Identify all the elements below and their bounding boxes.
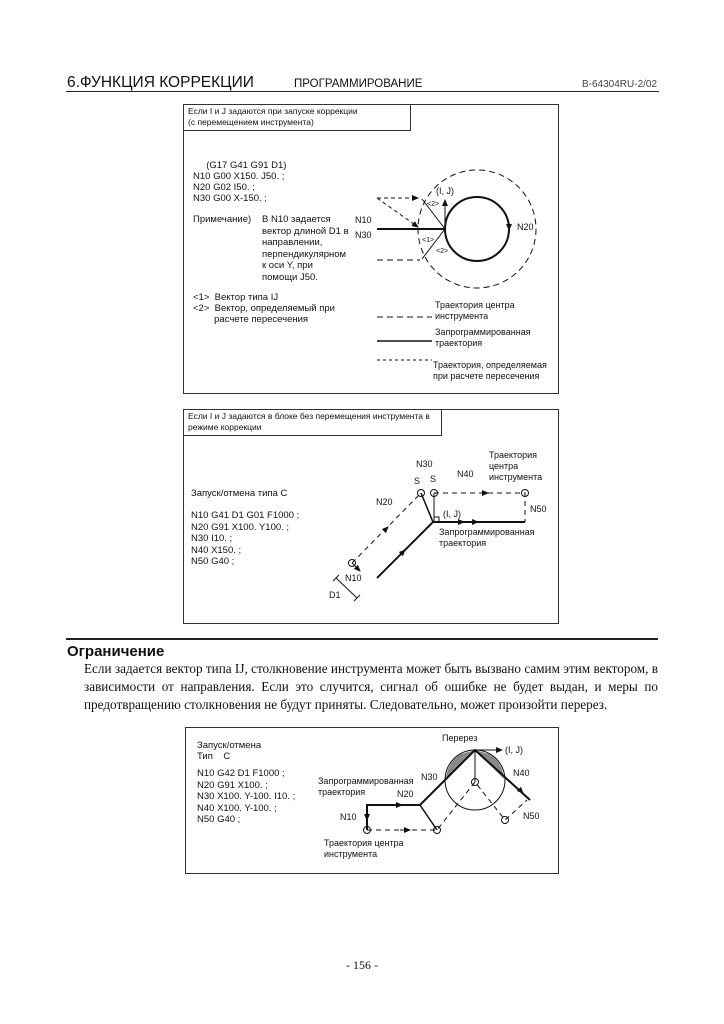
section-title: ПРОГРАММИРОВАНИЕ: [294, 78, 423, 90]
figure1-legend2: <2> Вектор, определяемый при расчете пересечения: [193, 303, 335, 325]
label-s2: S: [430, 474, 437, 484]
key-programmed: Запрограммированная траектория: [435, 327, 531, 348]
label-n40: N40: [513, 768, 530, 778]
label-ij: (I, J): [436, 186, 454, 196]
label-n20: N20: [376, 497, 393, 507]
label-n10: N10: [345, 573, 362, 583]
figure3-code: N10 G42 D1 F1000 ; N20 G91 X100. ; N30 X100. Y-100. I10. ; N40 X100. Y-100. ; N50 G40 ;: [197, 768, 296, 825]
figure2-code: N10 G41 D1 G01 F1000 ; N20 G91 X100. Y100. ; N30 I10. ; N40 X150. ; N50 G40 ;: [191, 510, 300, 567]
figure1-legend1: <1> Вектор типа IJ: [193, 292, 279, 303]
figure2-title: Запуск/отмена типа С: [191, 488, 288, 499]
label-n30: N30: [355, 230, 372, 240]
figure1-caption: Если I и J задаются при запуске коррекции (с перемещением инструмента): [183, 104, 411, 131]
label-programmed: Запрограммированная траектория: [318, 776, 414, 797]
figure1-code: (G17 G41 G91 D1) N10 G00 X150. J50. ; N20 G02 I50. ; N30 G00 X-150. ;: [193, 160, 287, 204]
label-overcut: Перерез: [442, 733, 478, 743]
label-ij: (I, J): [443, 509, 461, 519]
label-n30: N30: [416, 459, 433, 469]
figure2-caption: Если I и J задаются в блоке без перемещения инструмента в режиме коррекции: [183, 409, 442, 436]
figure3-title: Запуск/отмена Тип С: [197, 740, 262, 762]
label-n40: N40: [457, 469, 474, 479]
chapter-title: 6.ФУНКЦИЯ КОРРЕКЦИИ: [67, 74, 254, 91]
restriction-text: Если задается вектор типа IJ, столкновение инструмента может быть вызвано самим этим вектором, в зависимости от направления. Если это случится, сигнал об ошибке не будет выдан, и меры по предотвращению столкновения не будут приняты. Следовательно, может произойти перерез.: [84, 661, 658, 712]
section-rule: [66, 638, 658, 640]
label-center-path: Траектория центра инструмента: [324, 838, 404, 859]
label-n20: N20: [397, 789, 414, 799]
label-n20: N20: [517, 222, 534, 232]
key-intersection: Траектория, определяемая при расчете пересечения: [433, 360, 547, 381]
label-n50: N50: [530, 504, 547, 514]
doc-id: B-64304RU-2/02: [582, 79, 658, 90]
key-center-path: Траектория центра инструмента: [435, 300, 515, 321]
figure1-frame: [183, 104, 559, 394]
label-programmed: Запрограммированная траектория: [439, 527, 535, 548]
figure1-note-text: В N10 задается вектор длиной D1 в направлении, перпендикулярном к оси Y, при помощи J50.: [262, 214, 349, 283]
label-vector1: <1>: [422, 237, 435, 244]
label-vector2-top: <2>: [427, 201, 440, 208]
label-ij: (I, J): [505, 745, 523, 755]
label-vector2-bottom: <2>: [436, 248, 449, 255]
restriction-heading: Ограничение: [67, 643, 165, 660]
label-s1: S: [414, 476, 421, 486]
label-n10: N10: [340, 812, 357, 822]
label-n50: N50: [523, 811, 540, 821]
label-n10: N10: [355, 215, 372, 225]
figure1-note-label: Примечание): [193, 214, 252, 225]
label-n30: N30: [421, 772, 438, 782]
page-number: - 156 -: [346, 958, 378, 972]
label-d1: D1: [329, 590, 341, 600]
label-center-path: Траектория центра инструмента: [489, 450, 543, 482]
